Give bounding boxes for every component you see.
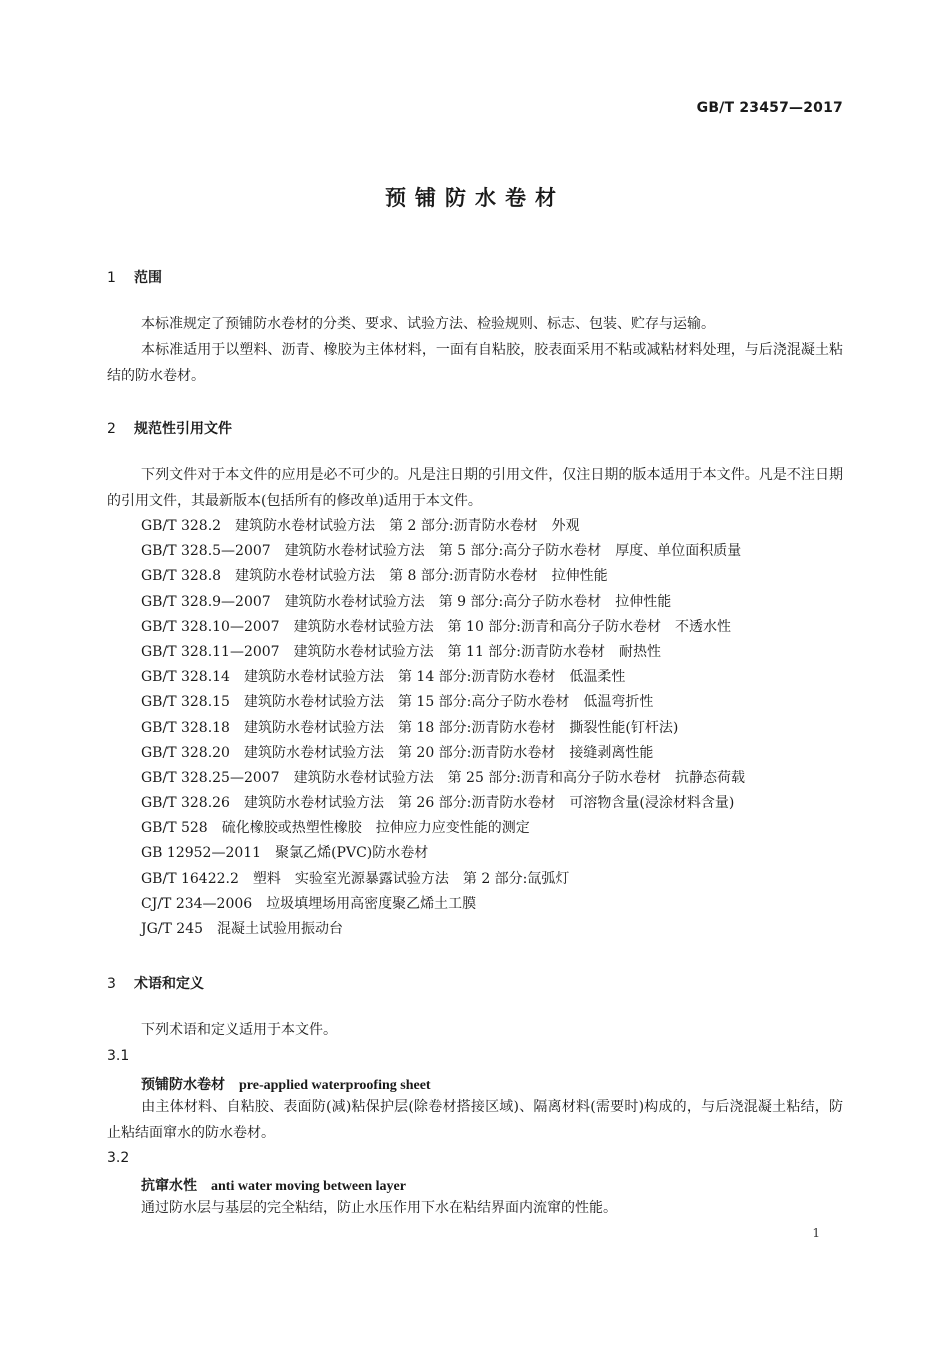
section-title: 规范性引用文件 bbox=[134, 421, 232, 437]
reference-code: GB/T 328.18 bbox=[141, 719, 230, 736]
reference-item bbox=[141, 716, 745, 741]
reference-item bbox=[141, 867, 745, 892]
reference-item bbox=[141, 514, 745, 539]
reference-title-part: 第 26 部分:沥青防水卷材 bbox=[397, 795, 556, 812]
reference-code: GB/T 328.9—2007 bbox=[141, 593, 271, 610]
section-1-paragraph-1 bbox=[107, 312, 843, 338]
section-1-heading bbox=[107, 267, 162, 287]
reference-title-part: 拉伸应力应变性能的测定 bbox=[375, 820, 530, 837]
section-1-paragraph-2 bbox=[107, 338, 843, 389]
reference-item bbox=[141, 791, 745, 816]
section-2-paragraph-1 bbox=[107, 463, 843, 514]
reference-item bbox=[141, 665, 745, 690]
reference-code: GB/T 328.10—2007 bbox=[141, 618, 280, 635]
reference-item bbox=[141, 640, 745, 665]
term-number: 3.2 bbox=[107, 1150, 130, 1166]
reference-title-part: 建筑防水卷材试验方法 bbox=[293, 643, 434, 660]
definition-text: 通过防水层与基层的完全粘结，防止水压作用下水在粘结界面内流窜的性能。 bbox=[141, 1200, 617, 1216]
section-number: 2 bbox=[107, 421, 116, 437]
reference-title-part: 建筑防水卷材试验方法 bbox=[293, 769, 434, 786]
reference-code: GB/T 328.14 bbox=[141, 669, 230, 686]
reference-item bbox=[141, 564, 745, 589]
reference-title-part: 第 18 部分:沥青防水卷材 bbox=[397, 719, 556, 736]
reference-item bbox=[141, 841, 745, 866]
section-number: 1 bbox=[107, 270, 116, 286]
term-definition bbox=[107, 1196, 843, 1222]
reference-title-part: 建筑防水卷材试验方法 bbox=[235, 518, 376, 534]
reference-title-part: 拉伸性能 bbox=[615, 593, 672, 610]
reference-title-part: 第 25 部分:沥青和高分子防水卷材 bbox=[447, 769, 662, 786]
reference-title-part: 低温弯折性 bbox=[583, 694, 654, 711]
reference-title-part: 第 5 部分:高分子防水卷材 bbox=[438, 543, 602, 560]
term-en: anti water moving between layer bbox=[211, 1179, 406, 1194]
section-3-heading bbox=[107, 973, 204, 993]
reference-title-part: 垃圾填埋场用高密度聚乙烯土工膜 bbox=[266, 895, 477, 912]
section-2-heading bbox=[107, 418, 232, 438]
paragraph-text: 下列术语和定义适用于本文件。 bbox=[141, 1022, 337, 1038]
term-title bbox=[141, 1175, 406, 1195]
reference-title-part: 第 9 部分:高分子防水卷材 bbox=[438, 593, 602, 610]
section-title: 术语和定义 bbox=[134, 976, 204, 992]
reference-code: JG/T 245 bbox=[141, 921, 204, 937]
reference-title-part: 建筑防水卷材试验方法 bbox=[235, 568, 376, 585]
reference-title-part: 建筑防水卷材试验方法 bbox=[243, 694, 384, 711]
reference-code: GB/T 328.2 bbox=[141, 518, 222, 534]
section-number: 3 bbox=[107, 976, 116, 992]
term-title bbox=[141, 1074, 431, 1094]
page-number: 1 bbox=[812, 1226, 820, 1240]
reference-code: GB/T 328.11—2007 bbox=[141, 643, 280, 660]
reference-title-part: 第 10 部分:沥青和高分子防水卷材 bbox=[447, 618, 662, 635]
term-number: 3.1 bbox=[107, 1048, 130, 1064]
reference-title-part: 低温柔性 bbox=[569, 669, 626, 686]
reference-title-part: 第 2 部分:氙弧灯 bbox=[462, 870, 570, 887]
paragraph-text: 本标准适用于以塑料、沥青、橡胶为主体材料，一面有自粘胶，胶表面采用不粘或减粘材料处理，与后浇混凝土粘结的防水卷材。 bbox=[107, 342, 843, 384]
term-en: pre-applied waterproofing sheet bbox=[239, 1078, 431, 1093]
reference-title-part: 建筑防水卷材试验方法 bbox=[293, 618, 434, 635]
term-zh: 预铺防水卷材 bbox=[141, 1077, 225, 1093]
reference-item bbox=[141, 539, 745, 564]
paragraph-text: 下列文件对于本文件的应用是必不可少的。凡是注日期的引用文件，仅注日期的版本适用于本文件。凡是不注日期的引用文件，其最新版本(包括所有的修改单)适用于本文件。 bbox=[107, 467, 843, 509]
term-zh: 抗窜水性 bbox=[141, 1178, 197, 1194]
reference-title-part: 拉伸性能 bbox=[551, 568, 608, 585]
reference-title-part: 耐热性 bbox=[619, 643, 662, 660]
reference-item bbox=[141, 816, 745, 841]
reference-code: CJ/T 234—2006 bbox=[141, 895, 253, 912]
reference-title-part: 抗静态荷载 bbox=[675, 769, 746, 786]
reference-title-part: 建筑防水卷材试验方法 bbox=[243, 719, 384, 736]
reference-title-part: 厚度、单位面积质量 bbox=[615, 543, 742, 560]
paragraph-text: 本标准规定了预铺防水卷材的分类、要求、试验方法、检验规则、标志、包装、贮存与运输。 bbox=[141, 316, 715, 332]
reference-item bbox=[141, 690, 745, 715]
reference-code: GB/T 328.5—2007 bbox=[141, 543, 271, 560]
reference-code: GB/T 328.25—2007 bbox=[141, 769, 280, 786]
reference-title-part: 第 20 部分:沥青防水卷材 bbox=[397, 744, 556, 761]
reference-title-part: 建筑防水卷材试验方法 bbox=[284, 543, 425, 560]
reference-title-part: 第 8 部分:沥青防水卷材 bbox=[389, 568, 538, 585]
reference-item bbox=[141, 590, 745, 615]
reference-code: GB/T 328.26 bbox=[141, 795, 230, 812]
reference-item bbox=[141, 615, 745, 640]
reference-item bbox=[141, 917, 745, 942]
reference-code: GB/T 328.15 bbox=[141, 694, 230, 711]
reference-title-part: 塑料 bbox=[252, 870, 281, 887]
reference-title-part: 第 15 部分:高分子防水卷材 bbox=[397, 694, 570, 711]
reference-title-part: 建筑防水卷材试验方法 bbox=[284, 593, 425, 610]
section-title: 范围 bbox=[134, 270, 162, 286]
reference-title-part: 建筑防水卷材试验方法 bbox=[243, 669, 384, 686]
reference-item bbox=[141, 766, 745, 791]
reference-title-part: 第 11 部分:沥青防水卷材 bbox=[447, 643, 606, 660]
normative-references-list bbox=[141, 514, 745, 942]
reference-code: GB/T 528 bbox=[141, 820, 208, 837]
reference-title-part: 第 2 部分:沥青防水卷材 bbox=[389, 518, 538, 534]
reference-title-part: 建筑防水卷材试验方法 bbox=[243, 744, 384, 761]
reference-title-part: 可溶物含量(浸涂材料含量) bbox=[569, 795, 735, 812]
reference-title-part: 不透水性 bbox=[675, 618, 732, 635]
reference-title-part: 硫化橡胶或热塑性橡胶 bbox=[221, 820, 362, 837]
reference-title-part: 第 14 部分:沥青防水卷材 bbox=[397, 669, 556, 686]
reference-title-part: 混凝土试验用振动台 bbox=[217, 921, 344, 937]
reference-code: GB/T 328.20 bbox=[141, 744, 230, 761]
reference-code: GB/T 328.8 bbox=[141, 568, 222, 585]
document-title: 预铺防水卷材 bbox=[385, 186, 565, 210]
reference-title-part: 实验室光源暴露试验方法 bbox=[294, 870, 449, 887]
reference-code: GB/T 16422.2 bbox=[141, 870, 239, 887]
reference-title-part: 接缝剥离性能 bbox=[569, 744, 654, 761]
reference-title-part: 外观 bbox=[551, 518, 580, 534]
definition-text: 由主体材料、自粘胶、表面防(减)粘保护层(除卷材搭接区域)、隔离材料(需要时)构成的，与后浇混凝土粘结，防止粘结面窜水的防水卷材。 bbox=[107, 1099, 843, 1141]
term-definition bbox=[107, 1095, 843, 1146]
reference-title-part: 撕裂性能(钉杆法) bbox=[569, 719, 679, 736]
reference-item bbox=[141, 741, 745, 766]
section-3-paragraph-1 bbox=[107, 1018, 843, 1044]
reference-title-part: 聚氯乙烯(PVC)防水卷材 bbox=[275, 845, 429, 862]
reference-code: GB 12952—2011 bbox=[141, 845, 262, 862]
standard-code: GB/T 23457—2017 bbox=[696, 100, 843, 116]
reference-title-part: 建筑防水卷材试验方法 bbox=[243, 795, 384, 812]
reference-item bbox=[141, 892, 745, 917]
